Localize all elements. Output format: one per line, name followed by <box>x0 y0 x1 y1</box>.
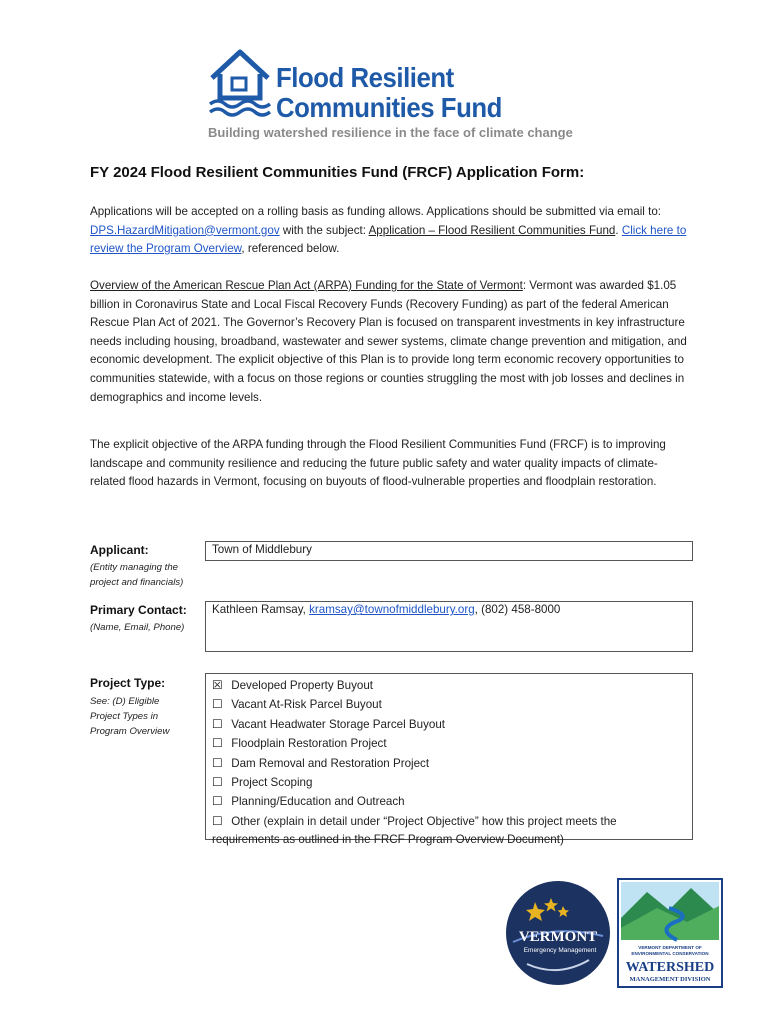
logo-tagline: Building watershed resilience in the face of climate change <box>208 125 573 140</box>
option-planning-education-outreach[interactable] <box>212 792 686 811</box>
checkbox-icon[interactable]: ☐ <box>212 775 223 790</box>
intro-paragraph <box>90 203 690 259</box>
primary-contact-field[interactable] <box>205 601 693 652</box>
program-overview-link[interactable]: Click here to review the Program Overview <box>90 223 687 256</box>
option-label: Other (explain in detail under “Project Objective” how this project meets the requirements as outlined in the FRCF Program Overview Document) <box>212 814 617 847</box>
option-project-scoping[interactable] <box>212 773 686 792</box>
checkbox-icon[interactable]: ☐ <box>212 736 223 751</box>
ws-main: WATERSHED <box>625 960 715 975</box>
option-label: Planning/Education and Outreach <box>231 795 405 809</box>
intro-text: Applications will be accepted on a rolling basis as funding allows. Applications should be submitted via email to: <box>90 205 661 218</box>
checkbox-icon[interactable]: ☐ <box>212 794 223 809</box>
applicant-field[interactable]: Town of Middlebury <box>205 541 693 561</box>
arpa-paragraph <box>90 277 690 407</box>
ws-top-line-1: VERMONT DEPARTMENT OF <box>638 945 702 950</box>
checkbox-icon[interactable]: ☐ <box>212 813 223 828</box>
option-label: Floodplain Restoration Project <box>231 737 387 751</box>
vermont-emergency-management-logo <box>505 880 611 986</box>
checkbox-icon[interactable]: ☐ <box>212 697 223 712</box>
option-label: Developed Property Buyout <box>231 679 374 692</box>
objective-paragraph: The explicit objective of the ARPA funding through the Flood Resilient Communities Fund (FRCF) is to improving landscape and community resilience and reducing the future public safety and water quality impacts of climate-related flood hazards in Vermont, focusing on buyouts of flood-vulnerable properties and floodplain restoration. <box>90 438 666 489</box>
project-type-options <box>205 673 693 847</box>
arpa-heading: Overview of the American Rescue Plan Act (ARPA) Funding for the State of Vermont <box>90 279 523 292</box>
intro-text: . <box>615 223 622 237</box>
logo-line-1: Flood Resilient <box>276 62 454 93</box>
frcf-logo <box>206 48 586 146</box>
option-label: Dam Removal and Restoration Project <box>231 756 430 770</box>
submission-email-link[interactable]: DPS.HazardMitigation@vermont.gov <box>90 223 280 237</box>
vem-line-2: Emergency Management <box>523 947 597 954</box>
ws-top-line-2: ENVIRONMENTAL CONSERVATION <box>631 951 709 956</box>
watershed-management-division-logo <box>617 878 723 988</box>
contact-phone: , (802) 458-8000 <box>474 603 561 616</box>
contact-email-link[interactable]: kramsay@townofmiddlebury.org <box>309 603 475 616</box>
intro-text: with the subject: <box>279 223 369 237</box>
option-floodplain-restoration-project[interactable] <box>212 734 686 753</box>
primary-contact-hint: (Name, Email, Phone) <box>90 622 185 633</box>
option-label: Vacant Headwater Storage Parcel Buyout <box>231 717 445 731</box>
checkbox-checked-icon[interactable]: ☒ <box>212 678 223 692</box>
project-type-hint: See: (D) Eligible Project Types in Program Overview <box>90 696 170 737</box>
primary-contact-label: Primary Contact: <box>90 603 187 617</box>
ws-sub: MANAGEMENT DIVISION <box>629 976 711 983</box>
checkbox-icon[interactable]: ☐ <box>212 716 223 731</box>
option-dam-removal-and-restoration-project[interactable] <box>212 754 686 773</box>
option-label: Vacant At-Risk Parcel Buyout <box>231 698 382 712</box>
option-vacant-at-risk-parcel-buyout[interactable] <box>212 695 686 714</box>
applicant-label: Applicant: <box>90 543 149 557</box>
email-subject: Application – Flood Resilient Communities Fund <box>368 223 616 237</box>
option-other[interactable] <box>212 812 686 850</box>
option-developed-property-buyout[interactable] <box>212 676 686 695</box>
vem-line-1: VERMONT <box>518 929 598 945</box>
arpa-body: : Vermont was awarded $1.05 billion in Coronavirus State and Local Fiscal Recovery Funds (Recovery Funding) as part of the federal American Rescue Plan Act of 2021. The Governor’s Recovery Plan is focused on transparent investments in key infrastructure needs including housing, broadband, wastewater and sewer systems, climate change prevention and mitigation, and economic development. The explicit objective of this Plan is to provide long term economic recovery opportunities to communities statewide, with a focus on those regions or counties struggling the most with job losses and declines in demographics and income levels. <box>90 279 687 404</box>
contact-name: Kathleen Ramsay, <box>212 603 310 616</box>
option-label: Project Scoping <box>231 776 313 790</box>
checkbox-icon[interactable]: ☐ <box>212 755 223 770</box>
project-type-label: Project Type: <box>90 676 166 690</box>
form-title: FY 2024 Flood Resilient Communities Fund (FRCF) Application Form: <box>90 164 585 181</box>
option-vacant-headwater-storage-parcel-buyout[interactable] <box>212 715 686 734</box>
house-waves-icon <box>208 48 272 120</box>
applicant-hint: (Entity managing the project and financials) <box>90 562 184 588</box>
logo-line-2: Communities Fund <box>276 92 502 123</box>
intro-text: , referenced below. <box>241 242 340 256</box>
